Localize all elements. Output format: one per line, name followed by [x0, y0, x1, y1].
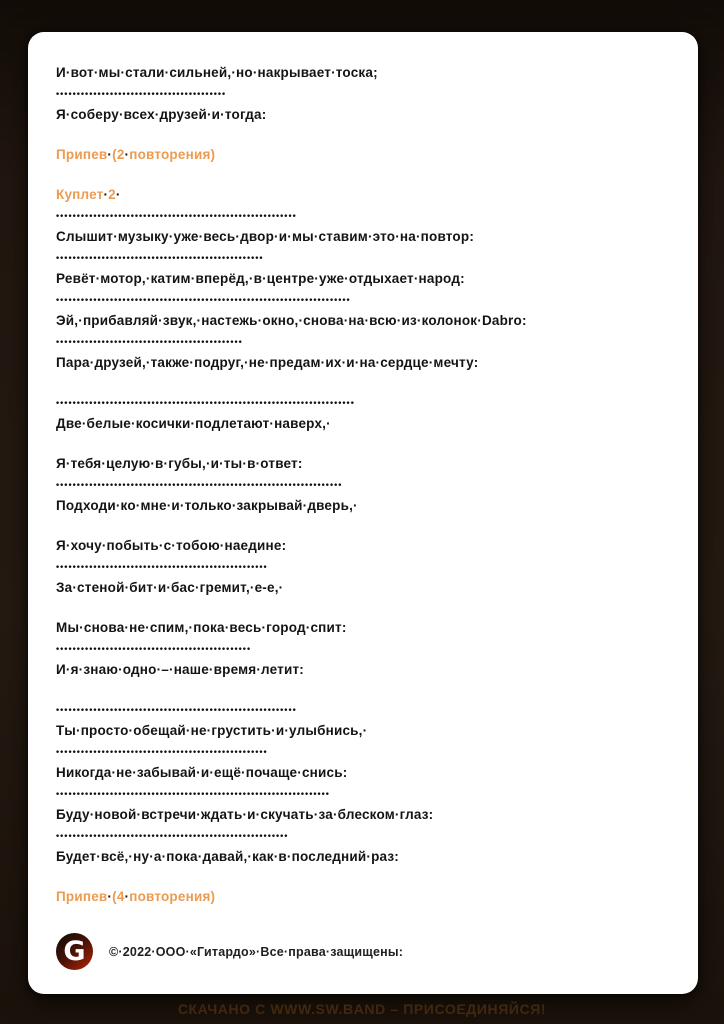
lyric-line: Две·белые·косички·подлетают·наверх,· — [56, 416, 331, 431]
spacer — [56, 598, 670, 617]
lyric-line: Я·тебя·целую·в·губы,·и·ты·в·ответ: — [56, 456, 303, 471]
lyric-line: Будет·всё,·ну·а·пока·давай,·как·в·последний·раз: — [56, 849, 399, 864]
lyrics-page — [28, 32, 698, 994]
redaction-dots: ••••••••••••••••••••••••••••••••••••••••••••••••••• — [56, 746, 268, 757]
download-watermark-text: СКАЧАНО С WWW.SW.BAND – ПРИСОЕДИНЯЙСЯ! — [177, 1001, 547, 1017]
space-mark: · — [107, 147, 113, 162]
lyric-line: Я·соберу·всех·друзей·и·тогда: — [56, 107, 267, 122]
redaction-dots: •••••••••••••••••••••••••••••••••••••••••••••••••••••••••••••••••••••••• — [56, 397, 355, 408]
section-heading: Припев·(2·повторения) — [56, 147, 216, 162]
copyright-text: ©·2022·ООО·«Гитардо»·Все·права·защищены: — [109, 944, 404, 959]
spacer — [56, 680, 670, 699]
dots-line — [56, 392, 670, 413]
gitardo-logo: G — [56, 933, 93, 970]
dots-line — [56, 83, 670, 104]
redaction-dots: •••••••••••••••••••••••••••••••••••••••••••••••••• — [56, 252, 264, 263]
dots-line — [56, 825, 670, 846]
dots-line — [56, 699, 670, 720]
dots-line — [56, 331, 670, 352]
lyric-line: Никогда·не·забывай·и·ещё·почаще·снись: — [56, 765, 348, 780]
space-mark: · — [115, 187, 121, 202]
space-mark: · — [107, 889, 113, 904]
spacer — [56, 516, 670, 535]
redaction-dots: ••••••••••••••••••••••••••••••••••••••••••••••• — [56, 643, 252, 654]
space-mark: · — [103, 187, 109, 202]
lyric-line: За·стеной·бит·и·бас·гремит,·е-е,· — [56, 580, 284, 595]
lyric-line: Эй,·прибавляй·звук,·настежь·окно,·снова·на·всю·из·колонок·Dabro: — [56, 313, 527, 328]
redaction-dots: •••••••••••••••••••••••••••••••••••••••••••••••••••••••••• — [56, 210, 297, 221]
spacer — [56, 125, 670, 144]
spacer — [56, 373, 670, 392]
lyric-line: Пара·друзей,·также·подруг,·не·предам·их·и·на·сердце·мечту: — [56, 355, 479, 370]
section-heading: Припев·(4·повторения) — [56, 889, 216, 904]
redaction-dots: •••••••••••••••••••••••••••••••••••••••••••••••••••••••• — [56, 830, 289, 841]
redaction-dots: ••••••••••••••••••••••••••••••••••••••••••••••••••••••••••••••••••••••• — [56, 294, 351, 305]
space-mark: · — [124, 889, 130, 904]
dots-line — [56, 247, 670, 268]
dots-line — [56, 205, 670, 226]
lyric-line: Ревёт·мотор,·катим·вперёд,·в·центре·уже·отдыхает·народ: — [56, 271, 465, 286]
redaction-dots: •••••••••••••••••••••••••••••••••••••••••••••••••••••••••• — [56, 704, 297, 715]
lyric-line: И·вот·мы·стали·сильней,·но·накрывает·тоска; — [56, 65, 378, 80]
redaction-dots: ••••••••••••••••••••••••••••••••••••••••••••••••••••••••••••••••••••• — [56, 479, 343, 490]
dots-line — [56, 741, 670, 762]
page-footer — [56, 933, 670, 970]
dots-line — [56, 638, 670, 659]
spacer — [56, 867, 670, 886]
lyric-line: Ты·просто·обещай·не·грустить·и·улыбнись,· — [56, 723, 368, 738]
redaction-dots: ••••••••••••••••••••••••••••••••••••••••••••••••••• — [56, 561, 268, 572]
lyrics-lines — [56, 62, 670, 907]
spacer — [56, 434, 670, 453]
lyrics-content — [28, 32, 698, 970]
dots-line — [56, 783, 670, 804]
lyric-line: Я·хочу·побыть·с·тобою·наедине: — [56, 538, 287, 553]
dots-line — [56, 556, 670, 577]
lyric-line: Подходи·ко·мне·и·только·закрывай·дверь,· — [56, 498, 358, 513]
redaction-dots: •••••••••••••••••••••••••••••••••••••••••••••••••••••••••••••••••• — [56, 788, 330, 799]
spacer — [56, 165, 670, 184]
dots-line — [56, 289, 670, 310]
lyric-line: И·я·знаю·одно·–·наше·время·летит: — [56, 662, 305, 677]
redaction-dots: ••••••••••••••••••••••••••••••••••••••••••••• — [56, 336, 243, 347]
dots-line — [56, 474, 670, 495]
lyric-line: Мы·снова·не·спим,·пока·весь·город·спит: — [56, 620, 347, 635]
space-mark: · — [124, 147, 130, 162]
lyric-line: Слышит·музыку·уже·весь·двор·и·мы·ставим·это·на·повтор: — [56, 229, 475, 244]
section-heading: Куплет·2· — [56, 187, 121, 202]
lyric-line: Буду·новой·встречи·ждать·и·скучать·за·блеском·глаз: — [56, 807, 434, 822]
redaction-dots: ••••••••••••••••••••••••••••••••••••••••• — [56, 88, 227, 99]
